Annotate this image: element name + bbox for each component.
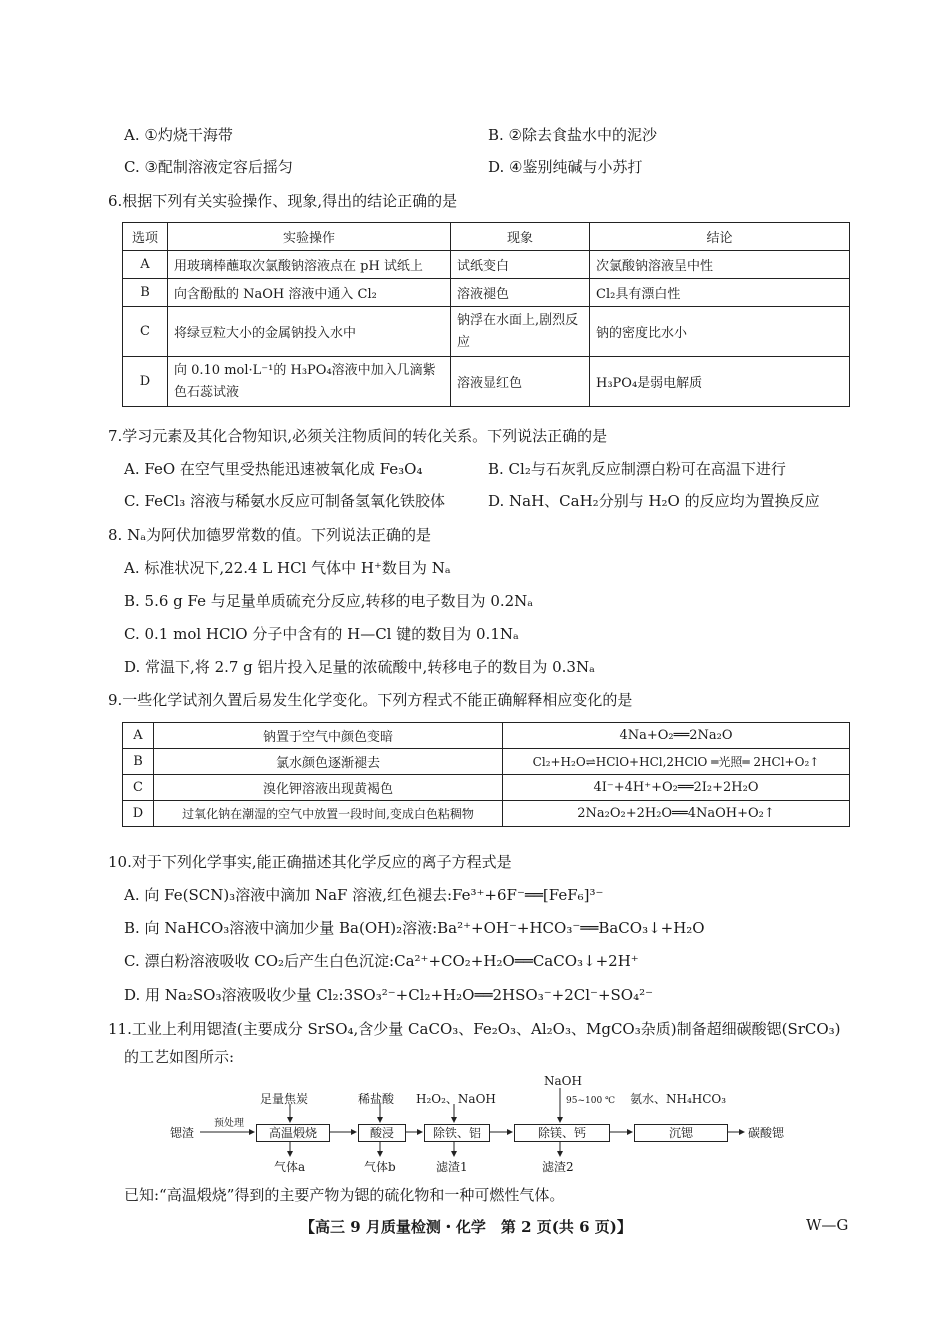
q6-cell: 向 0.10 mol·L⁻¹的 H₃PO₄溶液中加入几滴紫色石蕊试液 bbox=[168, 357, 451, 407]
q7-option-c: C. FeCl₃ 溶液与稀氨水反应可制备氢氧化铁胶体 bbox=[124, 492, 446, 510]
output-gas-b: 气体b bbox=[364, 1160, 396, 1174]
q6-header-conclusion: 结论 bbox=[590, 223, 850, 251]
q5-option-d: D. ④鉴别纯碱与小苏打 bbox=[488, 158, 643, 176]
table-row bbox=[123, 749, 850, 775]
q9-cell: Cl₂+H₂O⇌HClO+HCl,2HClO ═光照═ 2HCl+O₂↑ bbox=[503, 749, 850, 775]
q8-option-d: D. 常温下,将 2.7 g 铝片投入足量的浓硫酸中,转移电子的数目为 0.3Nₐ bbox=[124, 658, 595, 676]
step-high-temp-calcination: 高温煅烧 bbox=[256, 1124, 330, 1142]
table-row bbox=[123, 723, 850, 749]
q5-option-b: B. ②除去食盐水中的泥沙 bbox=[488, 126, 658, 144]
flow-product: 碳酸锶 bbox=[748, 1126, 785, 1140]
q6-cell: 试纸变白 bbox=[451, 251, 590, 279]
q10-stem: 10.对于下列化学事实,能正确描述其化学反应的离子方程式是 bbox=[108, 853, 512, 871]
q11-stem-cont: 的工艺如图所示: bbox=[124, 1048, 235, 1066]
q9-cell: 氯水颜色逐渐褪去 bbox=[154, 749, 503, 775]
input-coke: 足量焦炭 bbox=[260, 1092, 309, 1106]
q9-cell: 过氧化钠在潮湿的空气中放置一段时间,变成白色粘稠物 bbox=[154, 801, 503, 827]
q6-cell: B bbox=[123, 279, 168, 307]
q9-stem: 9.一些化学试剂久置后易发生化学变化。下列方程式不能正确解释相应变化的是 bbox=[108, 691, 633, 709]
table-row bbox=[123, 801, 850, 827]
footer-code: W—G bbox=[806, 1216, 849, 1234]
q6-cell: 钠浮在水面上,剧烈反应 bbox=[451, 307, 590, 357]
q6-cell: 将绿豆粒大小的金属钠投入水中 bbox=[168, 307, 451, 357]
output-residue-1: 滤渣1 bbox=[436, 1160, 468, 1174]
q6-header-operation: 实验操作 bbox=[168, 223, 451, 251]
flow-pretreat: 预处理 bbox=[214, 1118, 244, 1129]
q9-cell: A bbox=[123, 723, 154, 749]
q9-cell: 2Na₂O₂+2H₂O══4NaOH+O₂↑ bbox=[503, 801, 850, 827]
q6-cell: 次氯酸钠溶液呈中性 bbox=[590, 251, 850, 279]
q6-cell: A bbox=[123, 251, 168, 279]
q11-stem: 11.工业上利用锶渣(主要成分 SrSO₄,含少量 CaCO₃、Fe₂O₃、Al₂O₃、MgCO₃杂质)制备超细碳酸锶(SrCO₃) bbox=[108, 1020, 841, 1038]
input-ammonia-nh4hco3: 氨水、NH₄HCO₃ bbox=[630, 1092, 727, 1106]
q9-cell: 4Na+O₂══2Na₂O bbox=[503, 723, 850, 749]
output-residue-2: 滤渣2 bbox=[542, 1160, 574, 1174]
output-gas-a: 气体a bbox=[274, 1160, 306, 1174]
q6-cell: 向含酚酞的 NaOH 溶液中通入 Cl₂ bbox=[168, 279, 451, 307]
q10-option-b: B. 向 NaHCO₃溶液中滴加少量 Ba(OH)₂溶液:Ba²⁺+OH⁻+HCO₃⁻══BaCO₃↓+H₂O bbox=[124, 919, 705, 937]
q8-stem: 8. Nₐ为阿伏加德罗常数的值。下列说法正确的是 bbox=[108, 526, 431, 544]
q10-option-d: D. 用 Na₂SO₃溶液吸收少量 Cl₂:3SO₃²⁻+Cl₂+H₂O══2HSO₃⁻+2Cl⁻+SO₄²⁻ bbox=[124, 986, 654, 1004]
q9-cell: 4I⁻+4H⁺+O₂══2I₂+2H₂O bbox=[503, 775, 850, 801]
q7-option-d: D. NaH、CaH₂分别与 H₂O 的反应均为置换反应 bbox=[488, 492, 820, 510]
input-h2o2-naoh: H₂O₂、NaOH bbox=[416, 1092, 496, 1106]
q10-option-c: C. 漂白粉溶液吸收 CO₂后产生白色沉淀:Ca²⁺+CO₂+H₂O══CaCO₃↓+2H⁺ bbox=[124, 952, 639, 970]
flow-start: 锶渣 bbox=[170, 1126, 195, 1140]
table-row bbox=[123, 279, 850, 307]
q6-cell: H₃PO₄是弱电解质 bbox=[590, 357, 850, 407]
q9-cell: D bbox=[123, 801, 154, 827]
q8-option-a: A. 标准状况下,22.4 L HCl 气体中 H⁺数目为 Nₐ bbox=[124, 559, 451, 577]
q9-cell: C bbox=[123, 775, 154, 801]
q7-option-b: B. Cl₂与石灰乳反应制漂白粉可在高温下进行 bbox=[488, 460, 786, 478]
q8-option-c: C. 0.1 mol HClO 分子中含有的 H—Cl 键的数目为 0.1Nₐ bbox=[124, 625, 519, 643]
q6-cell: 溶液显红色 bbox=[451, 357, 590, 407]
step-acid-leach: 酸浸 bbox=[358, 1124, 406, 1142]
q7-option-a: A. FeO 在空气里受热能迅速被氧化成 Fe₃O₄ bbox=[124, 460, 423, 478]
q6-table bbox=[122, 222, 850, 407]
q6-stem: 6.根据下列有关实验操作、现象,得出的结论正确的是 bbox=[108, 192, 458, 210]
q5-option-c: C. ③配制溶液定容后摇匀 bbox=[124, 158, 293, 176]
footer-page-info: 【高三 9 月质量检测・化学 第 2 页(共 6 页)】 bbox=[300, 1218, 632, 1236]
table-row bbox=[123, 307, 850, 357]
q8-option-b: B. 5.6 g Fe 与足量单质硫充分反应,转移的电子数目为 0.2Nₐ bbox=[124, 592, 534, 610]
q9-table bbox=[122, 722, 850, 827]
process-flow-diagram bbox=[170, 1074, 810, 1178]
table-row bbox=[123, 357, 850, 407]
q11-known-note: 已知:“高温煅烧”得到的主要产物为锶的硫化物和一种可燃性气体。 bbox=[124, 1186, 565, 1204]
table-row bbox=[123, 775, 850, 801]
q6-cell: D bbox=[123, 357, 168, 407]
q5-option-a: A. ①灼烧干海带 bbox=[124, 126, 233, 144]
q6-cell: 钠的密度比水小 bbox=[590, 307, 850, 357]
q6-cell: 用玻璃棒蘸取次氯酸钠溶液点在 pH 试纸上 bbox=[168, 251, 451, 279]
q10-option-a: A. 向 Fe(SCN)₃溶液中滴加 NaF 溶液,红色褪去:Fe³⁺+6F⁻══[FeF₆]³⁻ bbox=[124, 886, 604, 904]
q9-cell: 钠置于空气中颜色变暗 bbox=[154, 723, 503, 749]
q9-cell: B bbox=[123, 749, 154, 775]
step-remove-mg-ca: 除镁、钙 bbox=[514, 1124, 610, 1142]
table-row bbox=[123, 251, 850, 279]
q6-cell: Cl₂具有漂白性 bbox=[590, 279, 850, 307]
input-dilute-hcl: 稀盐酸 bbox=[358, 1092, 395, 1106]
q6-header-option: 选项 bbox=[123, 223, 168, 251]
q6-cell: C bbox=[123, 307, 168, 357]
q9-cell: 溴化钾溶液出现黄褐色 bbox=[154, 775, 503, 801]
step-remove-fe-al: 除铁、铝 bbox=[424, 1124, 490, 1142]
input-temperature: 95~100 ℃ bbox=[566, 1096, 616, 1106]
q7-stem: 7.学习元素及其化合物知识,必须关注物质间的转化关系。下列说法正确的是 bbox=[108, 427, 608, 445]
q6-header-phenomenon: 现象 bbox=[451, 223, 590, 251]
input-naoh: NaOH bbox=[544, 1074, 582, 1088]
q6-cell: 溶液褪色 bbox=[451, 279, 590, 307]
step-precipitate-sr: 沉锶 bbox=[634, 1124, 728, 1142]
